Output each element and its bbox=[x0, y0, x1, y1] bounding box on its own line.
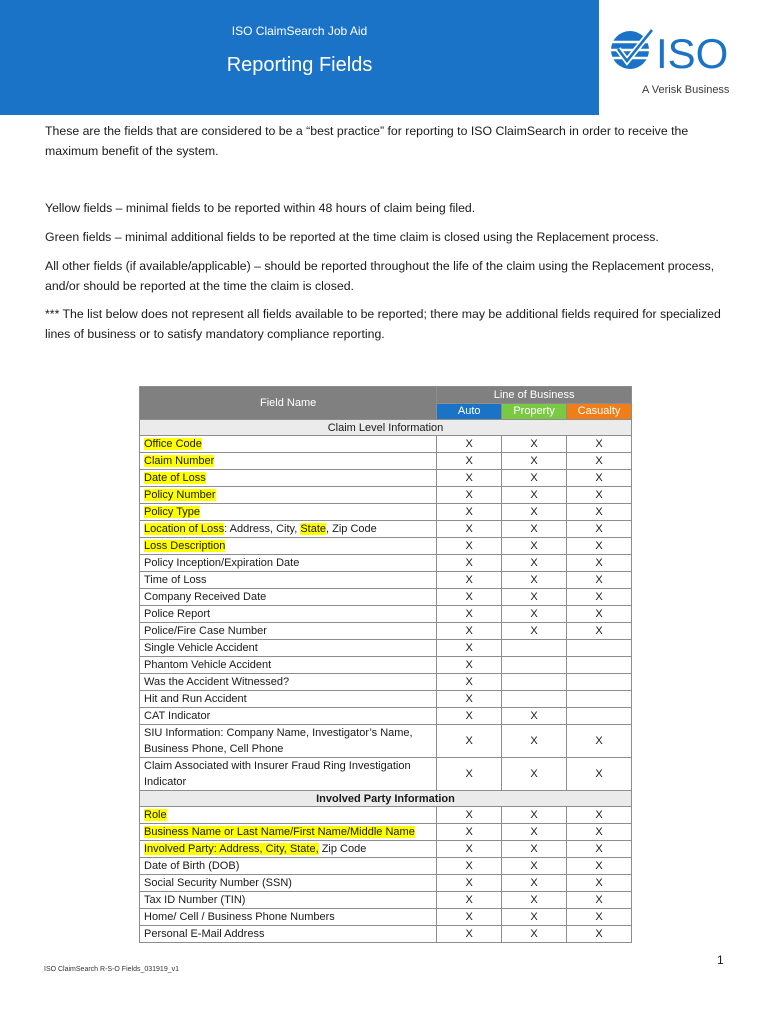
highlighted-field-text: Policy Type bbox=[144, 506, 201, 518]
property-mark: X bbox=[502, 453, 567, 470]
table-row bbox=[140, 841, 632, 858]
table-row bbox=[140, 657, 632, 674]
property-mark bbox=[502, 691, 567, 708]
field-text: Social Security Number (SSN) bbox=[144, 877, 292, 889]
field-name-cell bbox=[140, 487, 437, 504]
field-text: Phantom Vehicle Accident bbox=[144, 659, 272, 671]
property-mark: X bbox=[502, 572, 567, 589]
casualty-mark bbox=[567, 674, 632, 691]
auto-mark: X bbox=[437, 572, 502, 589]
table-row bbox=[140, 606, 632, 623]
intro-paragraph: These are the fields that are considered to be a “best practice” for reporting to ISO ClaimSearch in order to receive the maximum benefit of the system. bbox=[45, 124, 689, 158]
highlighted-field-text: Claim Number bbox=[144, 455, 215, 467]
casualty-mark: X bbox=[567, 858, 632, 875]
table-row bbox=[140, 909, 632, 926]
auto-mark: X bbox=[437, 470, 502, 487]
property-mark bbox=[502, 657, 567, 674]
auto-mark: X bbox=[437, 521, 502, 538]
job-aid-label: ISO ClaimSearch Job Aid bbox=[231, 24, 368, 38]
auto-mark: X bbox=[437, 691, 502, 708]
field-name-cell bbox=[140, 538, 437, 555]
table-row bbox=[140, 926, 632, 943]
table-row bbox=[140, 538, 632, 555]
auto-mark: X bbox=[437, 487, 502, 504]
iso-logo bbox=[608, 28, 736, 104]
field-name-cell bbox=[140, 436, 437, 453]
casualty-mark: X bbox=[567, 589, 632, 606]
field-text: , Zip Code bbox=[326, 523, 377, 535]
field-text: Police/Fire Case Number bbox=[144, 625, 267, 637]
field-name-cell bbox=[140, 824, 437, 841]
field-name-cell bbox=[140, 572, 437, 589]
property-mark: X bbox=[502, 909, 567, 926]
field-text: CAT Indicator bbox=[144, 710, 211, 722]
highlighted-field-text: Business Name or Last Name/First Name/Middle Name bbox=[144, 826, 415, 838]
auto-mark: X bbox=[437, 725, 502, 758]
property-mark: X bbox=[502, 858, 567, 875]
property-mark bbox=[502, 640, 567, 657]
auto-mark: X bbox=[437, 875, 502, 892]
line-of-business-header: Line of Business bbox=[437, 387, 632, 404]
auto-mark: X bbox=[437, 824, 502, 841]
table-row bbox=[140, 504, 632, 521]
auto-mark: X bbox=[437, 758, 502, 791]
auto-mark: X bbox=[437, 807, 502, 824]
field-name-cell bbox=[140, 875, 437, 892]
field-text: Hit and Run Accident bbox=[144, 693, 247, 705]
property-mark: X bbox=[502, 841, 567, 858]
auto-mark: X bbox=[437, 504, 502, 521]
auto-mark: X bbox=[437, 555, 502, 572]
field-name-cell bbox=[140, 589, 437, 606]
header-banner bbox=[0, 0, 599, 115]
auto-mark: X bbox=[437, 640, 502, 657]
property-mark: X bbox=[502, 725, 567, 758]
property-mark: X bbox=[502, 926, 567, 943]
section-title: Claim Level Information bbox=[140, 420, 632, 436]
field-text: Single Vehicle Accident bbox=[144, 642, 258, 654]
casualty-mark bbox=[567, 708, 632, 725]
field-text: Zip Code bbox=[318, 843, 367, 855]
field-name-cell bbox=[140, 453, 437, 470]
property-mark: X bbox=[502, 521, 567, 538]
casualty-mark: X bbox=[567, 555, 632, 572]
highlighted-field-text: Date of Loss bbox=[144, 472, 206, 484]
property-mark: X bbox=[502, 504, 567, 521]
table-row bbox=[140, 892, 632, 909]
field-name-cell bbox=[140, 691, 437, 708]
section-title: Involved Party Information bbox=[140, 791, 632, 807]
field-text: Personal E-Mail Address bbox=[144, 928, 265, 940]
casualty-mark: X bbox=[567, 487, 632, 504]
page-number: 1 bbox=[717, 953, 724, 967]
field-text: Time of Loss bbox=[144, 574, 207, 586]
casualty-mark: X bbox=[567, 758, 632, 791]
table-row bbox=[140, 555, 632, 572]
green-fields-note: Green fields – minimal additional fields to be reported at the time claim is closed using the Replacement process. bbox=[45, 230, 659, 244]
table-row bbox=[140, 875, 632, 892]
table-row bbox=[140, 572, 632, 589]
casualty-mark: X bbox=[567, 623, 632, 640]
other-fields-note: All other fields (if available/applicable) – should be reported throughout the life of the claim using the Replacement process, and/or should be reported at the time the claim is closed. bbox=[45, 259, 715, 293]
field-name-cell bbox=[140, 841, 437, 858]
disclaimer-note: *** The list below does not represent all fields available to be reported; there may be additional fields required for specialized lines of business or to satisfy mandatory compliance reporting. bbox=[45, 307, 721, 341]
property-mark: X bbox=[502, 758, 567, 791]
casualty-mark: X bbox=[567, 453, 632, 470]
table-row bbox=[140, 470, 632, 487]
auto-mark: X bbox=[437, 538, 502, 555]
casualty-mark: X bbox=[567, 841, 632, 858]
auto-mark: X bbox=[437, 589, 502, 606]
logo-wordmark: ISO bbox=[656, 30, 729, 77]
auto-mark: X bbox=[437, 841, 502, 858]
field-name-cell bbox=[140, 470, 437, 487]
section-row bbox=[140, 420, 632, 436]
highlighted-field-text: Loss Description bbox=[144, 540, 226, 552]
property-mark: X bbox=[502, 470, 567, 487]
casualty-mark: X bbox=[567, 538, 632, 555]
auto-mark: X bbox=[437, 909, 502, 926]
table-row bbox=[140, 758, 632, 791]
field-name-cell bbox=[140, 555, 437, 572]
field-text: Date of Birth (DOB) bbox=[144, 860, 240, 872]
table-row bbox=[140, 487, 632, 504]
auto-mark: X bbox=[437, 674, 502, 691]
field-name-cell bbox=[140, 807, 437, 824]
field-text: Tax ID Number (TIN) bbox=[144, 894, 246, 906]
property-mark: X bbox=[502, 487, 567, 504]
casualty-mark: X bbox=[567, 521, 632, 538]
field-name-cell bbox=[140, 892, 437, 909]
table-row bbox=[140, 807, 632, 824]
highlighted-field-text: Role bbox=[144, 809, 167, 821]
property-mark: X bbox=[502, 606, 567, 623]
casualty-mark: X bbox=[567, 824, 632, 841]
logo-tagline: A Verisk Business bbox=[642, 84, 730, 96]
property-mark: X bbox=[502, 589, 567, 606]
property-mark: X bbox=[502, 555, 567, 572]
reporting-fields-table bbox=[139, 386, 632, 943]
field-name-cell bbox=[140, 725, 437, 758]
casualty-mark: X bbox=[567, 572, 632, 589]
casualty-mark bbox=[567, 640, 632, 657]
field-name-cell bbox=[140, 521, 437, 538]
auto-mark: X bbox=[437, 858, 502, 875]
property-mark: X bbox=[502, 875, 567, 892]
auto-mark: X bbox=[437, 623, 502, 640]
table-row bbox=[140, 521, 632, 538]
casualty-mark: X bbox=[567, 892, 632, 909]
field-text: Home/ Cell / Business Phone Numbers bbox=[144, 911, 335, 923]
section-row bbox=[140, 791, 632, 807]
field-text: SIU Information: Company Name, Investigator’s Name, Business Phone, Cell Phone bbox=[144, 727, 413, 755]
table-row bbox=[140, 640, 632, 657]
casualty-mark bbox=[567, 691, 632, 708]
table-row bbox=[140, 623, 632, 640]
property-column-header: Property bbox=[502, 403, 567, 420]
page-title: Reporting Fields bbox=[226, 54, 373, 76]
table-row bbox=[140, 674, 632, 691]
auto-mark: X bbox=[437, 657, 502, 674]
field-name-header: Field Name bbox=[140, 387, 437, 420]
auto-mark: X bbox=[437, 892, 502, 909]
field-name-cell bbox=[140, 623, 437, 640]
auto-mark: X bbox=[437, 453, 502, 470]
yellow-fields-note: Yellow fields – minimal fields to be reported within 48 hours of claim being filed. bbox=[45, 201, 476, 215]
casualty-mark: X bbox=[567, 875, 632, 892]
field-name-cell bbox=[140, 504, 437, 521]
highlighted-field-text: State bbox=[300, 523, 327, 535]
table-row bbox=[140, 708, 632, 725]
field-name-cell bbox=[140, 606, 437, 623]
table-row bbox=[140, 725, 632, 758]
highlighted-field-text: Involved Party: Address, City, State, bbox=[144, 843, 319, 855]
table-row bbox=[140, 436, 632, 453]
casualty-mark: X bbox=[567, 807, 632, 824]
field-text: Policy Inception/Expiration Date bbox=[144, 557, 300, 569]
field-name-cell bbox=[140, 674, 437, 691]
table-row bbox=[140, 858, 632, 875]
field-text: Was the Accident Witnessed? bbox=[144, 676, 290, 688]
iso-globe-icon bbox=[608, 28, 736, 80]
field-text: : Address, City, bbox=[224, 523, 301, 535]
casualty-mark: X bbox=[567, 436, 632, 453]
table-row bbox=[140, 824, 632, 841]
casualty-mark: X bbox=[567, 725, 632, 758]
highlighted-field-text: Policy Number bbox=[144, 489, 216, 501]
property-mark: X bbox=[502, 623, 567, 640]
auto-mark: X bbox=[437, 436, 502, 453]
auto-mark: X bbox=[437, 708, 502, 725]
auto-mark: X bbox=[437, 606, 502, 623]
field-name-cell bbox=[140, 758, 437, 791]
field-text: Company Received Date bbox=[144, 591, 267, 603]
casualty-column-header: Casualty bbox=[567, 403, 632, 420]
table-row bbox=[140, 691, 632, 708]
casualty-mark bbox=[567, 657, 632, 674]
field-name-cell bbox=[140, 657, 437, 674]
table-row bbox=[140, 453, 632, 470]
field-name-cell bbox=[140, 640, 437, 657]
casualty-mark: X bbox=[567, 470, 632, 487]
property-mark: X bbox=[502, 824, 567, 841]
property-mark: X bbox=[502, 436, 567, 453]
auto-mark: X bbox=[437, 926, 502, 943]
property-mark: X bbox=[502, 538, 567, 555]
field-name-cell bbox=[140, 909, 437, 926]
property-mark: X bbox=[502, 807, 567, 824]
field-name-cell bbox=[140, 858, 437, 875]
property-mark: X bbox=[502, 892, 567, 909]
property-mark bbox=[502, 674, 567, 691]
casualty-mark: X bbox=[567, 909, 632, 926]
highlighted-field-text: Office Code bbox=[144, 438, 202, 450]
field-text: Claim Associated with Insurer Fraud Ring Investigation Indicator bbox=[144, 760, 411, 788]
field-text: Police Report bbox=[144, 608, 211, 620]
casualty-mark: X bbox=[567, 504, 632, 521]
auto-column-header: Auto bbox=[437, 403, 502, 420]
highlighted-field-text: Location of Loss bbox=[144, 523, 225, 535]
property-mark: X bbox=[502, 708, 567, 725]
document-id: ISO ClaimSearch R-S-O Fields_031919_v1 bbox=[44, 966, 180, 973]
table-row bbox=[140, 589, 632, 606]
field-name-cell bbox=[140, 708, 437, 725]
casualty-mark: X bbox=[567, 606, 632, 623]
casualty-mark: X bbox=[567, 926, 632, 943]
field-name-cell bbox=[140, 926, 437, 943]
